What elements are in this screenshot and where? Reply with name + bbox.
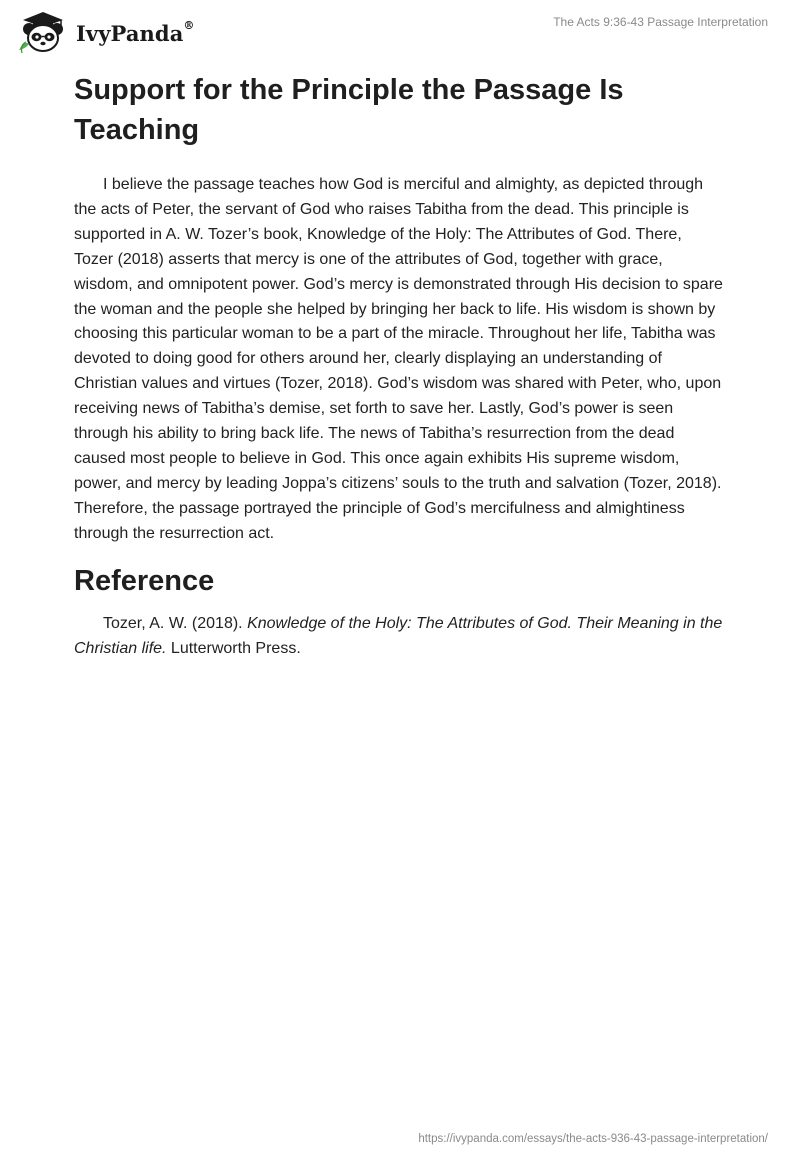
section-heading-support: Support for the Principle the Passage Is Teaching bbox=[74, 74, 624, 146]
page-header bbox=[0, 0, 800, 70]
footer-url-link[interactable]: https://ivypanda.com/essays/the-acts-936-43-passage-interpretation/ bbox=[418, 1133, 768, 1145]
ivypanda-logo[interactable] bbox=[16, 10, 195, 54]
panda-icon bbox=[16, 10, 70, 54]
reference-title: Knowledge of the Holy: The Attributes of God. Their Meaning in the Christian life. bbox=[74, 614, 723, 657]
essay-content bbox=[74, 70, 724, 661]
reference-entry bbox=[74, 612, 724, 662]
body-paragraph: I believe the passage teaches how God is merciful and almighty, as depicted through the acts of Peter, the servant of God who raises Tabitha from the dead. This principle is supported in A. W. Tozer’s book, Knowledge of the Holy: The Attributes of God. There, Tozer (2018) asserts that mercy is one of the attributes of God, together with grace, wisdom, and omnipotent power. God’s mercy is demonstrated through His decision to spare the woman and the people she helped by bringing her back to life. His wisdom is shown by choosing this particular woman to be a part of the miracle. Throughout her life, Tabitha was devoted to doing good for others around her, clearly displaying an understanding of Christian values and virtues (Tozer, 2018). God’s wisdom was shared with Peter, who, upon receiving news of Tabitha’s demise, set forth to save her. Lastly, God’s power is seen through his ability to bring back life. The news of Tabitha’s resurrection from the dead caused most people to believe in God. This once again exhibits His supreme wisdom, power, and mercy by leading Joppa’s citizens’ souls to the truth and salvation (Tozer, 2018). Therefore, the passage portrayed the principle of God’s mercifulness and almightiness through the resurrection act. bbox=[74, 176, 723, 542]
reference-publisher: Lutterworth Press. bbox=[166, 639, 301, 657]
document-title: The Acts 9:36-43 Passage Interpretation bbox=[553, 15, 768, 29]
reference-author-date: Tozer, A. W. (2018). bbox=[103, 614, 248, 632]
section-heading-reference: Reference bbox=[74, 564, 215, 597]
brand-name: IvyPanda® bbox=[76, 18, 195, 46]
